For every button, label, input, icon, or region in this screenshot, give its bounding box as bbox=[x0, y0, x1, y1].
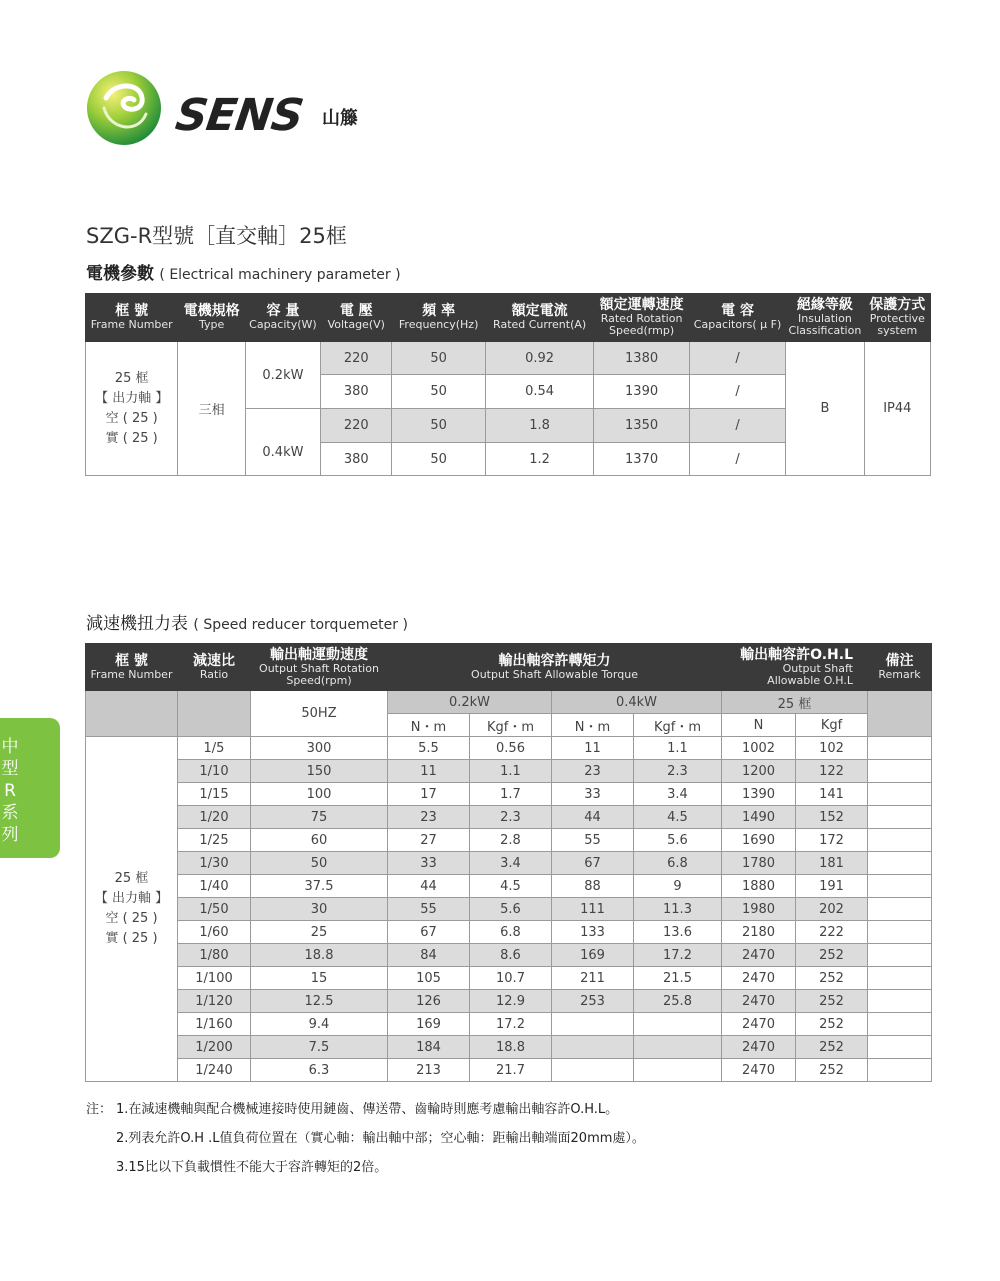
ohl-n-cell: 1880 bbox=[722, 875, 796, 898]
ohl-n-cell: 1490 bbox=[722, 806, 796, 829]
torque-kgfm-04-cell: 21.5 bbox=[634, 967, 722, 990]
torque-kgfm-02-cell: 2.3 bbox=[470, 806, 552, 829]
header-voltage: 電 壓 Voltage(V) bbox=[321, 294, 392, 342]
torque-nm-02-cell: 84 bbox=[388, 944, 470, 967]
frequency-cell: 50HZ bbox=[251, 691, 388, 737]
ohl-n-cell: 1690 bbox=[722, 829, 796, 852]
torque-kgfm-02-cell: 10.7 bbox=[470, 967, 552, 990]
speed-cell: 7.5 bbox=[251, 1036, 388, 1059]
header-insulation: 絕緣等級 Insulation Classification bbox=[786, 294, 864, 342]
unit-n: N bbox=[722, 714, 796, 737]
torque-nm-04-cell bbox=[552, 1036, 634, 1059]
ratio-cell: 1/120 bbox=[178, 990, 251, 1013]
ratio-cell: 1/5 bbox=[178, 737, 251, 760]
unit-nm: N・m bbox=[552, 714, 634, 737]
torque-kgfm-02-cell: 12.9 bbox=[470, 990, 552, 1013]
torque-kgfm-04-cell: 5.6 bbox=[634, 829, 722, 852]
ohl-kgf-cell: 141 bbox=[796, 783, 868, 806]
ratio-cell: 1/10 bbox=[178, 760, 251, 783]
capacity-cell: 0.4kW bbox=[245, 409, 320, 476]
torque-kgfm-04-cell bbox=[634, 1036, 722, 1059]
ohl-kgf-cell: 252 bbox=[796, 990, 868, 1013]
ohl-n-cell: 2470 bbox=[722, 944, 796, 967]
remark-cell bbox=[868, 990, 932, 1013]
torque-kgfm-04-cell bbox=[634, 1059, 722, 1082]
ohl-kgf-cell: 172 bbox=[796, 829, 868, 852]
remark-cell bbox=[868, 1013, 932, 1036]
speed-cell: 60 bbox=[251, 829, 388, 852]
speed-cell: 1350 bbox=[594, 409, 689, 443]
frame-cell: 25 框 【 出力軸 】 空 ( 25 ) 實 ( 25 ) bbox=[86, 342, 178, 476]
torque-kgfm-04-cell: 6.8 bbox=[634, 852, 722, 875]
remark-cell bbox=[868, 944, 932, 967]
voltage-cell: 220 bbox=[321, 409, 392, 443]
ratio-cell: 1/30 bbox=[178, 852, 251, 875]
ohl-n-cell: 1390 bbox=[722, 783, 796, 806]
ohl-kgf-cell: 152 bbox=[796, 806, 868, 829]
side-tab-char: R bbox=[4, 781, 16, 801]
sub-header-row bbox=[86, 691, 932, 714]
frequency-cell: 50 bbox=[392, 342, 485, 375]
torque-kgfm-02-cell: 21.7 bbox=[470, 1059, 552, 1082]
remark-cell bbox=[868, 967, 932, 990]
ratio-cell: 1/160 bbox=[178, 1013, 251, 1036]
torque-nm-04-cell: 253 bbox=[552, 990, 634, 1013]
torque-nm-02-cell: 44 bbox=[388, 875, 470, 898]
electrical-parameter-table bbox=[85, 293, 931, 476]
remark-cell bbox=[868, 898, 932, 921]
torque-kgfm-02-cell: 8.6 bbox=[470, 944, 552, 967]
torque-nm-04-cell: 67 bbox=[552, 852, 634, 875]
header-capacity: 容 量 Capacity(W) bbox=[245, 294, 320, 342]
torque-nm-02-cell: 23 bbox=[388, 806, 470, 829]
ratio-cell: 1/15 bbox=[178, 783, 251, 806]
speed-cell: 9.4 bbox=[251, 1013, 388, 1036]
ohl-kgf-cell: 122 bbox=[796, 760, 868, 783]
power-04-cell: 0.4kW bbox=[552, 691, 722, 714]
table-row bbox=[86, 852, 932, 875]
ratio-cell: 1/60 bbox=[178, 921, 251, 944]
table-row bbox=[86, 944, 932, 967]
torque-nm-04-cell: 88 bbox=[552, 875, 634, 898]
torque-kgfm-02-cell: 6.8 bbox=[470, 921, 552, 944]
torque-nm-02-cell: 213 bbox=[388, 1059, 470, 1082]
notes-label: 注： bbox=[86, 1102, 113, 1117]
header-ohl: 輸出軸容許O.H.L Output Shaft Allowable O.H.L bbox=[722, 644, 868, 691]
speed-cell: 18.8 bbox=[251, 944, 388, 967]
ohl-kgf-cell: 222 bbox=[796, 921, 868, 944]
torque-nm-02-cell: 67 bbox=[388, 921, 470, 944]
voltage-cell: 380 bbox=[321, 443, 392, 476]
torque-nm-04-cell: 23 bbox=[552, 760, 634, 783]
brand-name: SENS bbox=[172, 90, 306, 141]
voltage-cell: 220 bbox=[321, 342, 392, 375]
torque-kgfm-02-cell: 2.8 bbox=[470, 829, 552, 852]
header-current: 額定電流 Rated Current(A) bbox=[485, 294, 594, 342]
torque-nm-04-cell: 11 bbox=[552, 737, 634, 760]
header-capacitors: 電 容 Capacitors( μ F) bbox=[689, 294, 785, 342]
header-output-speed: 輸出軸運動速度 Output Shaft Rotation Speed(rpm) bbox=[251, 644, 388, 691]
speed-cell: 300 bbox=[251, 737, 388, 760]
torque-kgfm-02-cell: 3.4 bbox=[470, 852, 552, 875]
insulation-cell: B bbox=[786, 342, 864, 476]
table-row bbox=[86, 875, 932, 898]
capacitor-cell: / bbox=[689, 443, 785, 476]
side-tab-char: 中 bbox=[1, 737, 19, 757]
speed-cell: 50 bbox=[251, 852, 388, 875]
frequency-cell: 50 bbox=[392, 409, 485, 443]
voltage-cell: 380 bbox=[321, 375, 392, 409]
frequency-cell: 50 bbox=[392, 443, 485, 476]
table-row bbox=[86, 1013, 932, 1036]
torque-kgfm-04-cell: 17.2 bbox=[634, 944, 722, 967]
speed-cell: 100 bbox=[251, 783, 388, 806]
torque-kgfm-04-cell: 2.3 bbox=[634, 760, 722, 783]
torque-nm-04-cell bbox=[552, 1059, 634, 1082]
capacitor-cell: / bbox=[689, 342, 785, 375]
table-row bbox=[86, 760, 932, 783]
series-side-tab bbox=[0, 718, 60, 858]
torque-kgfm-02-cell: 1.1 bbox=[470, 760, 552, 783]
ohl-kgf-cell: 252 bbox=[796, 1013, 868, 1036]
speed-cell: 150 bbox=[251, 760, 388, 783]
header-frame: 框 號 Frame Number bbox=[86, 644, 178, 691]
speed-cell: 37.5 bbox=[251, 875, 388, 898]
remark-cell bbox=[868, 737, 932, 760]
remark-cell bbox=[868, 1036, 932, 1059]
ratio-cell: 1/200 bbox=[178, 1036, 251, 1059]
blank-cell bbox=[178, 691, 251, 737]
ohl-n-cell: 2470 bbox=[722, 990, 796, 1013]
header-remark: 備注 Remark bbox=[868, 644, 932, 691]
header-allowable-torque: 輸出軸容許轉矩力 Output Shaft Allowable Torque bbox=[388, 644, 722, 691]
table-row bbox=[86, 1059, 932, 1082]
ohl-kgf-cell: 252 bbox=[796, 944, 868, 967]
header-frequency: 頻 率 Frequency(Hz) bbox=[392, 294, 485, 342]
side-tab-char: 系 bbox=[1, 803, 19, 823]
ohl-n-cell: 1780 bbox=[722, 852, 796, 875]
ohl-n-cell: 2470 bbox=[722, 1059, 796, 1082]
frame-line: 25 框 bbox=[114, 871, 149, 886]
header-protection: 保護方式 Protective system bbox=[864, 294, 930, 342]
table-row bbox=[86, 806, 932, 829]
ohl-kgf-cell: 252 bbox=[796, 967, 868, 990]
section-electrical-title: 電機參數 ( Electrical machinery parameter ) bbox=[86, 264, 401, 284]
note-item: 2.列表允許O.H .L值負荷位置在（實心軸：輸出軸中部；空心軸：距輸出軸端面20mm處）。 bbox=[116, 1131, 645, 1146]
ohl-n-cell: 1002 bbox=[722, 737, 796, 760]
speed-cell: 15 bbox=[251, 967, 388, 990]
speed-cell: 6.3 bbox=[251, 1059, 388, 1082]
frame-25-cell: 25 框 bbox=[722, 691, 868, 714]
remark-cell bbox=[868, 783, 932, 806]
ratio-cell: 1/40 bbox=[178, 875, 251, 898]
remark-cell bbox=[868, 852, 932, 875]
torque-kgfm-04-cell bbox=[634, 1013, 722, 1036]
ratio-cell: 1/80 bbox=[178, 944, 251, 967]
torque-kgfm-04-cell: 25.8 bbox=[634, 990, 722, 1013]
ohl-kgf-cell: 202 bbox=[796, 898, 868, 921]
torque-nm-02-cell: 105 bbox=[388, 967, 470, 990]
torque-kgfm-02-cell: 5.6 bbox=[470, 898, 552, 921]
table-row bbox=[86, 967, 932, 990]
torque-nm-02-cell: 184 bbox=[388, 1036, 470, 1059]
header-ratio: 減速比 Ratio bbox=[178, 644, 251, 691]
torque-nm-02-cell: 17 bbox=[388, 783, 470, 806]
note-item: 3.15比以下負載慣性不能大于容許轉矩的2倍。 bbox=[116, 1160, 388, 1175]
ohl-n-cell: 2180 bbox=[722, 921, 796, 944]
header-type: 電機規格 Type bbox=[178, 294, 245, 342]
table-header-row bbox=[86, 644, 932, 691]
ohl-kgf-cell: 181 bbox=[796, 852, 868, 875]
torque-kgfm-02-cell: 18.8 bbox=[470, 1036, 552, 1059]
ohl-n-cell: 1980 bbox=[722, 898, 796, 921]
table-row bbox=[86, 737, 932, 760]
table-row bbox=[86, 783, 932, 806]
ohl-kgf-cell: 252 bbox=[796, 1059, 868, 1082]
torque-kgfm-02-cell: 0.56 bbox=[470, 737, 552, 760]
remark-cell bbox=[868, 875, 932, 898]
ratio-cell: 1/50 bbox=[178, 898, 251, 921]
torque-nm-04-cell: 211 bbox=[552, 967, 634, 990]
remark-cell bbox=[868, 760, 932, 783]
remark-cell bbox=[868, 806, 932, 829]
ohl-n-cell: 1200 bbox=[722, 760, 796, 783]
table-row bbox=[86, 898, 932, 921]
capacitor-cell: / bbox=[689, 409, 785, 443]
table-row bbox=[86, 1036, 932, 1059]
ratio-cell: 1/25 bbox=[178, 829, 251, 852]
ohl-kgf-cell: 102 bbox=[796, 737, 868, 760]
torque-nm-02-cell: 55 bbox=[388, 898, 470, 921]
remark-cell bbox=[868, 1059, 932, 1082]
torque-kgfm-04-cell: 4.5 bbox=[634, 806, 722, 829]
torque-nm-04-cell: 33 bbox=[552, 783, 634, 806]
capacity-cell: 0.2kW bbox=[245, 342, 320, 409]
header-frame: 框 號 Frame Number bbox=[86, 294, 178, 342]
frame-line: 實 ( 25 ) bbox=[105, 931, 158, 946]
torque-kgfm-04-cell: 3.4 bbox=[634, 783, 722, 806]
torque-kgfm-04-cell: 1.1 bbox=[634, 737, 722, 760]
logo-swirl-icon bbox=[84, 68, 164, 148]
table-header-row bbox=[86, 294, 931, 342]
torque-kgfm-02-cell: 1.7 bbox=[470, 783, 552, 806]
table-row bbox=[86, 829, 932, 852]
protection-cell: IP44 bbox=[864, 342, 930, 476]
table-row bbox=[86, 921, 932, 944]
torque-kgfm-04-cell: 13.6 bbox=[634, 921, 722, 944]
torque-nm-04-cell: 111 bbox=[552, 898, 634, 921]
blank-cell bbox=[868, 691, 932, 737]
ratio-cell: 1/100 bbox=[178, 967, 251, 990]
ratio-cell: 1/20 bbox=[178, 806, 251, 829]
torque-kgfm-02-cell: 17.2 bbox=[470, 1013, 552, 1036]
torque-kgfm-04-cell: 9 bbox=[634, 875, 722, 898]
unit-kgf: Kgf bbox=[796, 714, 868, 737]
torque-table bbox=[85, 643, 932, 1082]
torque-kgfm-04-cell: 11.3 bbox=[634, 898, 722, 921]
remark-cell bbox=[868, 829, 932, 852]
unit-kgfm: Kgf・m bbox=[470, 714, 552, 737]
table-row bbox=[86, 342, 931, 375]
speed-cell: 1380 bbox=[594, 342, 689, 375]
frame-cell bbox=[86, 737, 178, 1082]
speed-cell: 1370 bbox=[594, 443, 689, 476]
brand-name-cn: 山籐 bbox=[322, 108, 358, 129]
torque-nm-04-cell bbox=[552, 1013, 634, 1036]
speed-cell: 1390 bbox=[594, 375, 689, 409]
current-cell: 0.92 bbox=[485, 342, 594, 375]
side-tab-char: 列 bbox=[1, 825, 19, 845]
torque-nm-04-cell: 169 bbox=[552, 944, 634, 967]
torque-nm-04-cell: 133 bbox=[552, 921, 634, 944]
speed-cell: 30 bbox=[251, 898, 388, 921]
torque-nm-02-cell: 27 bbox=[388, 829, 470, 852]
ratio-cell: 1/240 bbox=[178, 1059, 251, 1082]
side-tab-char: 型 bbox=[1, 759, 19, 779]
current-cell: 1.8 bbox=[485, 409, 594, 443]
unit-nm: N・m bbox=[388, 714, 470, 737]
torque-nm-02-cell: 126 bbox=[388, 990, 470, 1013]
torque-nm-02-cell: 11 bbox=[388, 760, 470, 783]
torque-nm-04-cell: 44 bbox=[552, 806, 634, 829]
frequency-cell: 50 bbox=[392, 375, 485, 409]
unit-kgfm: Kgf・m bbox=[634, 714, 722, 737]
capacitor-cell: / bbox=[689, 375, 785, 409]
current-cell: 0.54 bbox=[485, 375, 594, 409]
ohl-n-cell: 2470 bbox=[722, 1036, 796, 1059]
speed-cell: 75 bbox=[251, 806, 388, 829]
speed-cell: 12.5 bbox=[251, 990, 388, 1013]
blank-cell bbox=[86, 691, 178, 737]
ohl-n-cell: 2470 bbox=[722, 967, 796, 990]
ohl-kgf-cell: 191 bbox=[796, 875, 868, 898]
section-torque-title: 減速機扭力表 ( Speed reducer torquemeter ) bbox=[86, 614, 408, 634]
type-cell: 三相 bbox=[178, 342, 245, 476]
note-item: 1.在減速機軸與配合機械連接時使用鏈齒、傳送帶、齒輪時則應考慮輸出軸容許O.H.L。 bbox=[116, 1102, 619, 1117]
torque-nm-02-cell: 169 bbox=[388, 1013, 470, 1036]
torque-nm-02-cell: 5.5 bbox=[388, 737, 470, 760]
speed-cell: 25 bbox=[251, 921, 388, 944]
frame-line: 【 出力軸 】 bbox=[94, 891, 169, 906]
torque-nm-02-cell: 33 bbox=[388, 852, 470, 875]
power-02-cell: 0.2kW bbox=[388, 691, 552, 714]
frame-line: 空 ( 25 ) bbox=[105, 911, 158, 926]
page-title: SZG-R型號［直交軸］25框 bbox=[86, 224, 347, 248]
current-cell: 1.2 bbox=[485, 443, 594, 476]
remark-cell bbox=[868, 921, 932, 944]
torque-kgfm-02-cell: 4.5 bbox=[470, 875, 552, 898]
header-speed: 額定運轉速度 Rated Rotation Speed(rmp) bbox=[594, 294, 689, 342]
torque-nm-04-cell: 55 bbox=[552, 829, 634, 852]
ohl-n-cell: 2470 bbox=[722, 1013, 796, 1036]
ohl-kgf-cell: 252 bbox=[796, 1036, 868, 1059]
brand-logo bbox=[84, 68, 384, 148]
table-row bbox=[86, 990, 932, 1013]
